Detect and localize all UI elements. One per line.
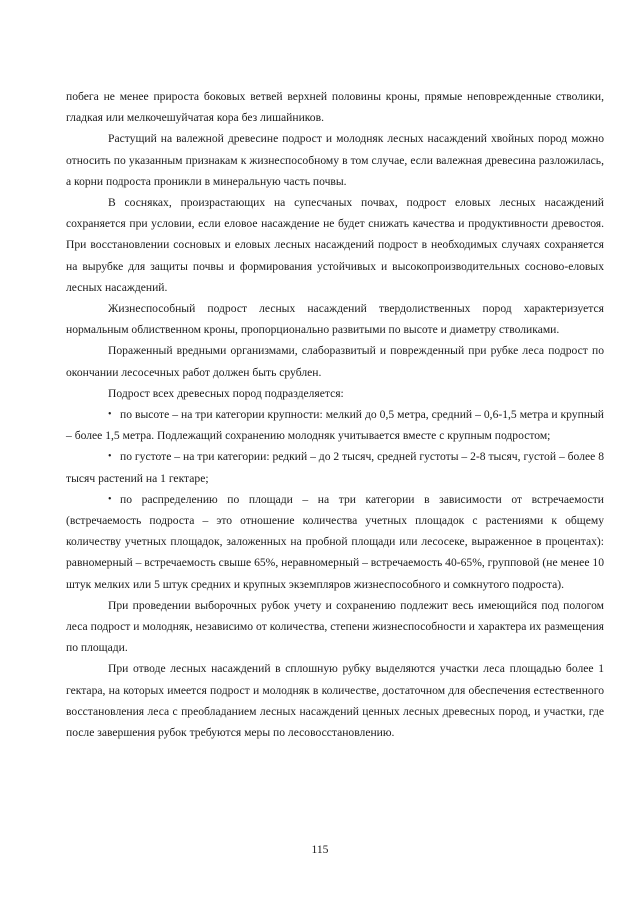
- bullet-text: по распределению по площади – на три категории в зависимости от встречаемости (встречаемость подроста – это отношение количества учетных площадок с растениями к общему количеству учетных площадок, заложенных на пробной площади или лесосеке, выраженное в процентах): равномерный – встречаемость свыше 65%, неравномерный – встречаемость 40-65%, групповой (не менее 10 штук мелких или 5 штук средних и крупных экземпляров жизнеспособного и сомкнутого подроста).: [66, 492, 604, 591]
- bullet-text: по густоте – на три категории: редкий – до 2 тысяч, средней густоты – 2-8 тысяч, густой – более 8 тысяч растений на 1 гектаре;: [66, 450, 604, 485]
- bullet-icon: •: [108, 493, 112, 505]
- bullet-icon: •: [108, 409, 112, 421]
- bullet-item-density: [66, 446, 604, 488]
- page-number: 115: [311, 843, 329, 856]
- paragraph-fallen-wood-undergrowth: Растущий на валежной древесине подрост и молодняк лесных насаждений хвойных пород можно относить по указанным признакам к жизнеспособному в том случае, если валежная древесина разложилась, а корни подроста проникли в минеральную часть почвы.: [66, 132, 604, 188]
- paragraph-continuation: побега не менее прироста боковых ветвей верхней половины кроны, прямые неповрежденные стволики, гладкая или мелкочешуйчатая кора без лишайников.: [66, 90, 604, 125]
- paragraph-clear-cutting: При отводе лесных насаждений в сплошную рубку выделяются участки леса площадью более 1 гектара, на которых имеется подрост и молодняк в количестве, достаточном для обеспечения естественного восстановления леса с преобладанием лесных насаждений ценных лесных древесных пород, и участки, где после завершения рубок требуются меры по лесовосстановлению.: [66, 662, 604, 740]
- bullet-item-distribution: [66, 489, 604, 595]
- paragraph-hardwood: Жизнеспособный подрост лесных насаждений твердолиственных пород характеризуется нормальным облиственном кроны, пропорционально развитыми по высоте и диаметру стволиками.: [66, 302, 604, 337]
- bullet-icon: •: [108, 451, 112, 463]
- paragraph-pine-spruce: В сосняках, произрастающих на супесчаных почвах, подрост еловых лесных насаждений сохраняется при условии, если еловое насаждение не будет снижать качества и продуктивности древостоя. При восстановлении сосновых и еловых лесных насаждений подрост в необходимых случаях сохраняется на вырубке для защиты почвы и формирования устойчивых и высокопроизводительных сосново-еловых лесных насаждений.: [66, 196, 604, 294]
- bullet-text: по высоте – на три категории крупности: мелкий до 0,5 метра, средний – 0,6-1,5 метра и крупный – более 1,5 метра. Подлежащий сохранению молодняк учитывается вместе с крупным подростом;: [66, 408, 604, 443]
- paragraph-classification-intro: Подрост всех древесных пород подразделяется:: [108, 386, 344, 400]
- paragraph-selective-cutting: При проведении выборочных рубок учету и сохранению подлежит весь имеющийся под пологом леса подрост и молодняк, независимо от количества, степени жизнеспособности и характера их размещения по площади.: [66, 598, 604, 655]
- bullet-item-height: [66, 404, 604, 446]
- document-body: [66, 86, 604, 743]
- paragraph-damaged-undergrowth: Пораженный вредными организмами, слаборазвитый и поврежденный при рубке леса подрост по окончании лесосечных работ должен быть срублен.: [66, 344, 604, 379]
